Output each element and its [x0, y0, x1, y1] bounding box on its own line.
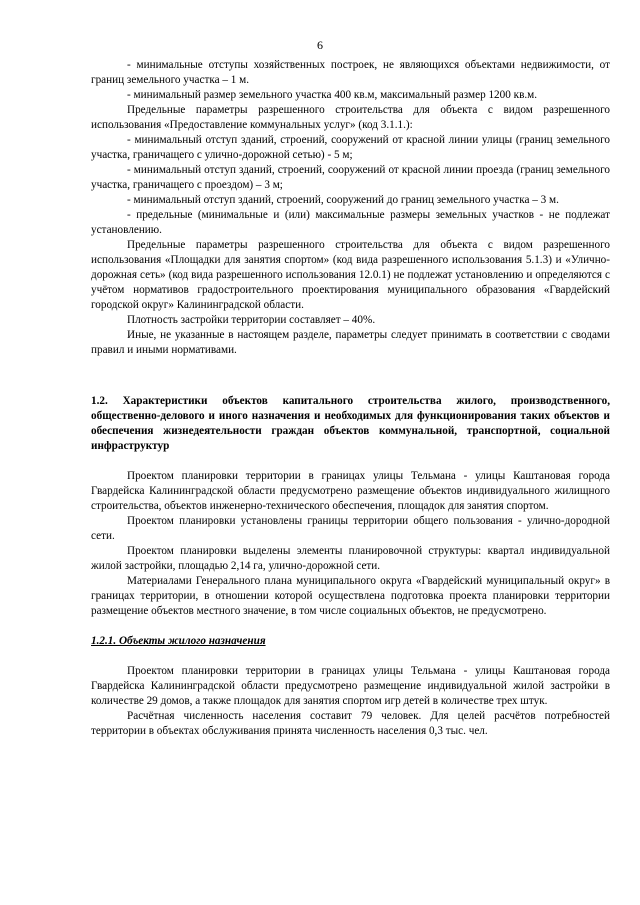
paragraph: - минимальный размер земельного участка 400 кв.м, максимальный размер 1200 кв.м. — [127, 89, 538, 101]
paragraph: - минимальный отступ зданий, строений, сооружений до границ земельного участка – 3 м. — [127, 194, 559, 206]
section-heading: 1.2. Характеристики объектов капитального строительства жилого, производственного, общественно-делового и иного назначения и необходимых для функционирования таких объектов и обеспечения жизнедеятельности граждан объектов коммунальной, транспортной, социальной инфраструктур — [91, 395, 610, 452]
paragraph: Предельные параметры разрешенного строительства для объекта с видом разрешенного использования «Предоставление коммунальных услуг» (код 3.1.1.): — [91, 104, 610, 131]
paragraph: Иные, не указанные в настоящем разделе, параметры следует принимать в соответствии с сводами правил и иными нормативами. — [91, 329, 610, 356]
paragraph: - предельные (минимальные и (или) максимальные размеры земельных участков - не подлежат установлению. — [91, 209, 610, 236]
paragraph: Предельные параметры разрешенного строительства для объекта с видом разрешенного использования «Площадки для занятия спортом» (код вида разрешенного использования 5.1.3) и «Улично-дорожная сеть» (код вида разрешенного использования 12.0.1) не подлежат установлению и определяются с учётом нормативов градостроительного проектирования муниципального образования «Гвардейский городской округ» Калининградской области. — [91, 239, 610, 311]
page-content — [91, 58, 610, 739]
paragraph: Плотность застройки территории составляет – 40%. — [127, 314, 376, 326]
paragraph: Проектом планировки установлены границы территории общего пользования - улично-дородной сети. — [91, 515, 610, 542]
paragraph: Материалами Генерального плана муниципального округа «Гвардейский муниципальный округ» в границах территории, в отношении которой осуществлена подготовка проекта планировки территории размещение объектов местного значение, в том числе социальных объектов, не предусмотрено. — [91, 575, 610, 617]
paragraph: - минимальный отступ зданий, строений, сооружений от красной линии улицы (границ земельного участка, граничащего с улично-дорожной сетью) - 5 м; — [91, 134, 610, 161]
paragraph: Проектом планировки территории в границах улицы Тельмана - улицы Каштановая города Гвардейска Калининградской области предусмотрено размещение объектов индивидуального жилищного строительства, объектов инженерно-технического обеспечения, площадок для занятия спортом. — [91, 470, 610, 512]
page-number: 6 — [317, 38, 323, 52]
paragraph: - минимальный отступ зданий, строений, сооружений от красной линии проезда (границ земельного участка, граничащего с проездом) – 3 м; — [91, 164, 610, 191]
paragraph: - минимальные отступы хозяйственных построек, не являющихся объектами недвижимости, от границ земельного участка – 1 м. — [91, 59, 610, 86]
paragraph: Проектом планировки территории в границах улицы Тельмана - улицы Каштановая города Гвардейска Калининградской области предусмотрено размещение индивидуальной жилой застройки в количестве 29 домов, а также площадок для занятия спортом игр детей в количестве трех штук. — [91, 665, 610, 707]
paragraph: Проектом планировки выделены элементы планировочной структуры: квартал индивидуальной жилой застройки, площадью 2,14 га, улично-дорожной сети. — [91, 545, 610, 572]
paragraph: Расчётная численность населения составит 79 человек. Для целей расчётов потребностей территории в объектах обслуживания принята численность населения 0,3 тыс. чел. — [91, 710, 610, 737]
subsection-heading: 1.2.1. Объекты жилого назначения — [91, 635, 266, 647]
